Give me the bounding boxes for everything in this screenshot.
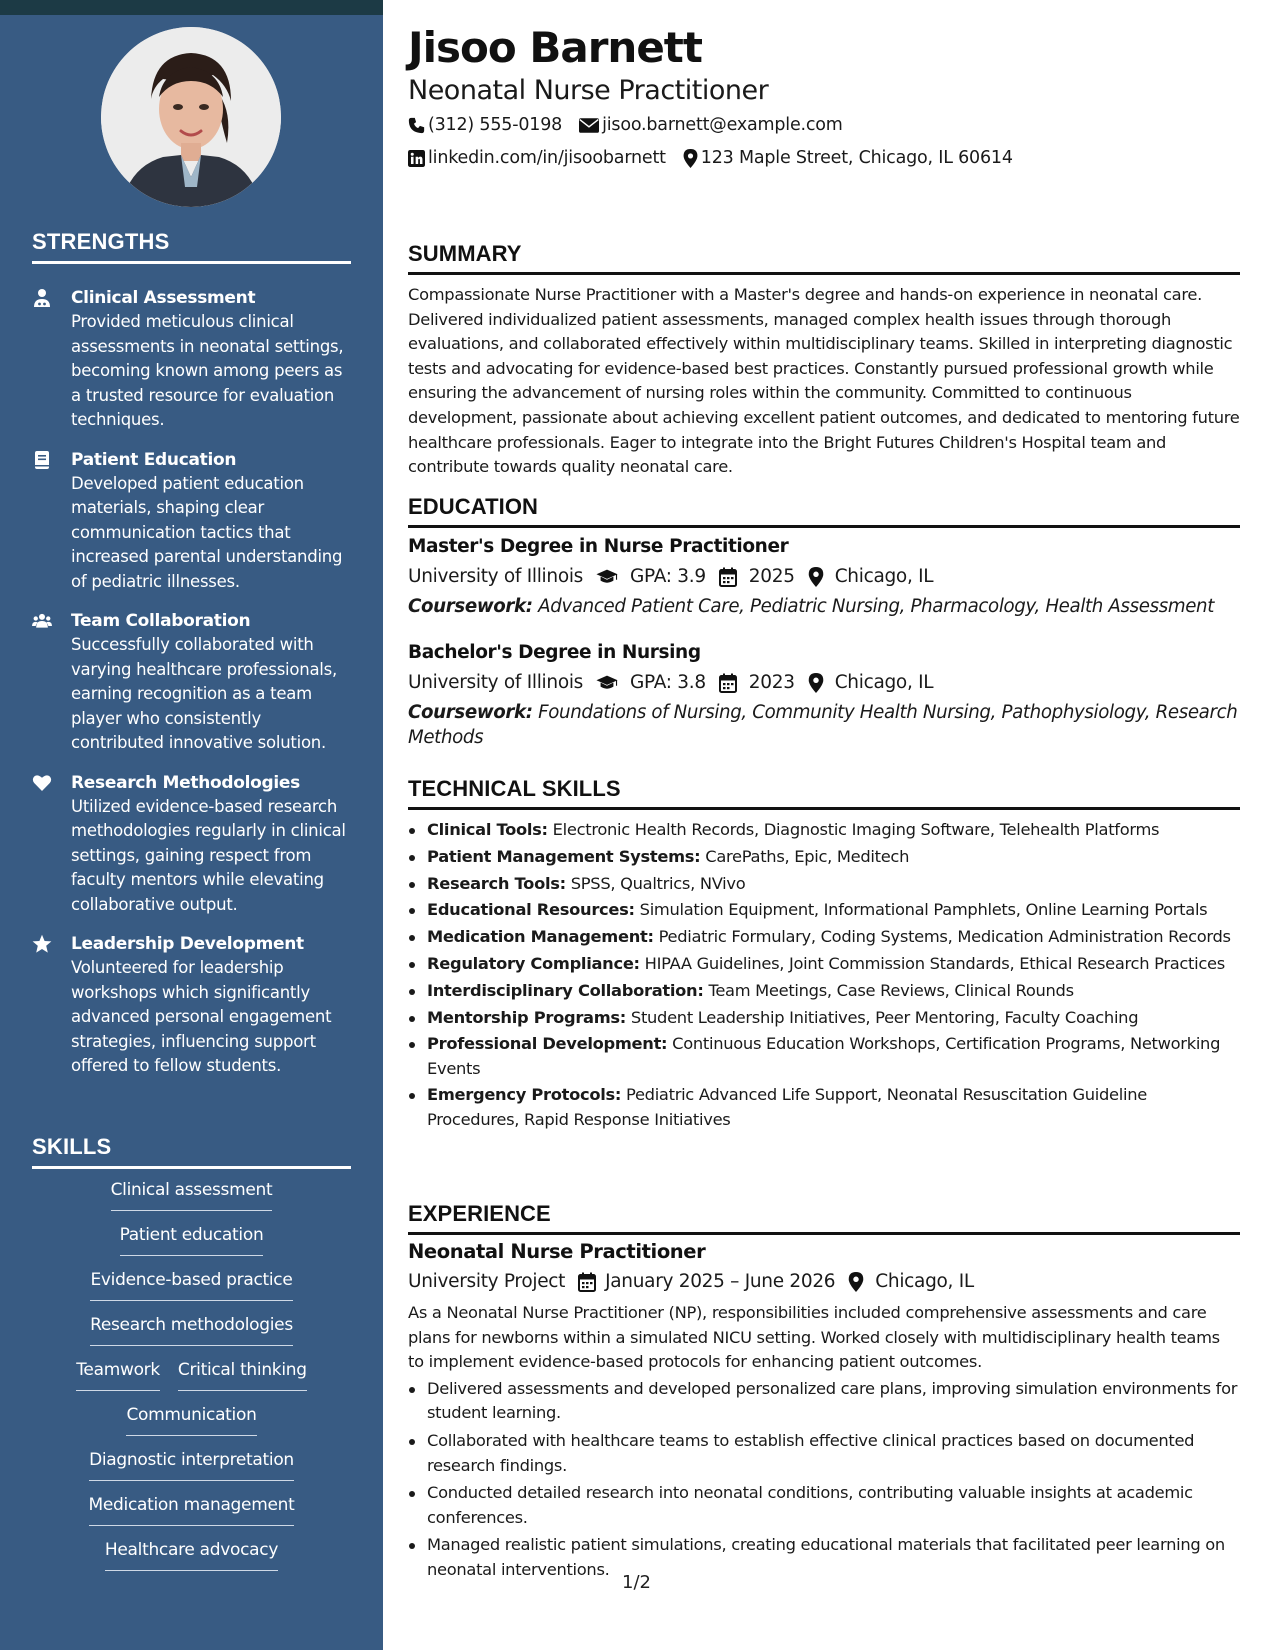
envelope-icon	[579, 117, 599, 134]
skill-tag: Communication	[126, 1405, 256, 1436]
email-text: jisoo.barnett@example.com	[602, 115, 843, 135]
heart-icon	[32, 771, 71, 918]
skill-tag: Teamwork	[76, 1360, 160, 1391]
strength-item	[32, 448, 352, 595]
contact-row	[408, 114, 860, 136]
experience-title: Neonatal Nurse Practitioner	[408, 1240, 706, 1263]
gpa: GPA: 3.9	[596, 562, 706, 592]
calendar-icon	[719, 567, 737, 587]
degree-title: Master's Degree in Nurse Practitioner	[408, 536, 789, 557]
list-item: Conducted detailed research into neonatal conditions, contributing valuable insights at academic conferences.	[408, 1481, 1240, 1530]
page-number: 1/2	[622, 1572, 651, 1593]
skill-tag: Healthcare advocacy	[105, 1540, 278, 1571]
skill-tag: Diagnostic interpretation	[89, 1450, 294, 1481]
map-marker-icon	[808, 673, 824, 693]
users-icon	[32, 609, 71, 756]
strength-item	[32, 609, 352, 756]
list-item: Research Tools: SPSS, Qualtrics, NVivo	[408, 872, 1240, 896]
experience-entry	[408, 1239, 1240, 1586]
strengths-heading: STRENGTHS	[32, 229, 351, 264]
list-item: Collaborated with healthcare teams to establish effective clinical practices based on documented research findings.	[408, 1429, 1240, 1478]
skill-tag: Patient education	[120, 1225, 264, 1256]
organization: University Project	[408, 1271, 566, 1292]
strength-title: Clinical Assessment	[71, 288, 256, 308]
experience-description: As a Neonatal Nurse Practitioner (NP), responsibilities included comprehensive assessments and care plans for newborns within a simulated NICU setting. Worked closely with multidisciplinary health teams to implement evidence-based protocols for enhancing patient outcomes.	[408, 1303, 1220, 1372]
education-location: Chicago, IL	[808, 668, 934, 698]
list-item: Patient Management Systems: CarePaths, Epic, Meditech	[408, 845, 1240, 869]
list-item: Interdisciplinary Collaboration: Team Meetings, Case Reviews, Clinical Rounds	[408, 979, 1240, 1003]
strength-item	[32, 771, 352, 918]
map-marker-icon	[808, 567, 824, 587]
map-marker-icon	[848, 1272, 864, 1292]
strength-title: Patient Education	[71, 449, 237, 470]
summary-text: Compassionate Nurse Practitioner with a Master's degree and hands-on experience in neonatal care. Delivered individualized patient assessments, managed complex health issues through thorough evaluations, and collaborated effectively within multidisciplinary teams. Skilled in interpreting diagnostic tests and advocating for evidence-based best practices. Constantly pursued professional growth while ensuring the advancement of nursing roles within the community. Committed to continuous development, passionate about achieving excellent patient outcomes, and dedicated to mentoring future healthcare professionals. Eager to integrate into the Bright Futures Children's Hospital team and contribute towards quality neonatal care.	[408, 285, 1240, 477]
calendar-icon	[578, 1272, 596, 1292]
map-marker-icon	[683, 149, 698, 168]
phone-icon	[408, 117, 425, 134]
skill-tag: Medication management	[89, 1495, 295, 1526]
education-entry	[408, 640, 1240, 750]
school-name: University of Illinois	[408, 672, 584, 693]
list-item: Regulatory Compliance: HIPAA Guidelines, Joint Commission Standards, Ethical Research Practices	[408, 952, 1240, 976]
contact-address	[683, 147, 1013, 169]
school-name: University of Illinois	[408, 566, 584, 587]
skills-heading: SKILLS	[32, 1134, 351, 1169]
strength-description: Successfully collaborated with varying healthcare professionals, earning recognition as a team player who consistently contributed innovative solution.	[71, 635, 337, 752]
strength-title: Research Methodologies	[71, 772, 300, 793]
education-entry	[408, 534, 1240, 619]
skill-tag: Evidence-based practice	[90, 1270, 292, 1301]
coursework: Coursework: Foundations of Nursing, Community Health Nursing, Pathophysiology, Research Methods	[408, 702, 1238, 748]
strength-description: Volunteered for leadership workshops which significantly advanced personal engagement strategies, influencing support offered to fellow students.	[71, 958, 332, 1075]
strength-title: Leadership Development	[71, 934, 304, 954]
list-item: Professional Development: Continuous Education Workshops, Certification Programs, Networking Events	[408, 1032, 1240, 1080]
graduation-cap-icon	[596, 567, 618, 587]
phone-text: (312) 555-0198	[428, 115, 563, 135]
gpa: GPA: 3.8	[596, 668, 706, 698]
strength-description: Developed patient education materials, shaping clear communication tactics that increased parental understanding of pediatric illnesses.	[71, 473, 343, 591]
skill-tag: Research methodologies	[90, 1315, 293, 1346]
profile-photo	[101, 27, 281, 207]
education-location: Chicago, IL	[808, 562, 934, 592]
strength-description: Utilized evidence-based research methodologies regularly in clinical settings, gaining respect from faculty mentors while elevating collaborative output.	[71, 796, 346, 914]
education-heading: EDUCATION	[408, 494, 1240, 528]
graduation-year: 2025	[719, 562, 795, 592]
book-icon	[32, 448, 71, 595]
graduation-year: 2023	[719, 668, 795, 698]
user-doctor-icon	[32, 286, 71, 433]
sidebar	[0, 0, 383, 1650]
job-title: Neonatal Nurse Practitioner	[408, 75, 769, 106]
education-meta	[408, 668, 1240, 698]
contact-phone	[408, 114, 562, 136]
list-item: Medication Management: Pediatric Formulary, Coding Systems, Medication Administration Records	[408, 925, 1240, 949]
experience-heading: EXPERIENCE	[408, 1201, 1240, 1235]
list-item: Mentorship Programs: Student Leadership Initiatives, Peer Mentoring, Faculty Coaching	[408, 1006, 1240, 1030]
list-item: Emergency Protocols: Pediatric Advanced Life Support, Neonatal Resuscitation Guideline Procedures, Rapid Response Initiatives	[408, 1083, 1240, 1131]
coursework: Coursework: Advanced Patient Care, Pediatric Nursing, Pharmacology, Health Assessment	[408, 596, 1215, 617]
experience-dates: January 2025 – June 2026	[578, 1267, 835, 1297]
sidebar-top-bar	[0, 0, 383, 15]
skill-tag: Critical thinking	[178, 1360, 307, 1391]
strength-item	[32, 932, 352, 1079]
skill-tag: Clinical assessment	[111, 1180, 273, 1211]
linkedin-text: linkedin.com/in/jisoobarnett	[428, 148, 666, 168]
star-icon	[32, 932, 71, 1079]
degree-title: Bachelor's Degree in Nursing	[408, 642, 701, 663]
contact-linkedin	[408, 147, 666, 169]
experience-location: Chicago, IL	[848, 1267, 974, 1297]
candidate-name: Jisoo Barnett	[408, 23, 702, 72]
list-item: Delivered assessments and developed personalized care plans, improving simulation environments for student learning.	[408, 1377, 1240, 1426]
strength-title: Team Collaboration	[71, 611, 251, 631]
address-text: 123 Maple Street, Chicago, IL 60614	[700, 148, 1013, 168]
list-item: Managed realistic patient simulations, creating educational materials that facilitated peer learning on neonatal interventions.	[408, 1533, 1240, 1582]
contact-email	[579, 114, 843, 136]
skills-list	[32, 1180, 351, 1585]
list-item: Clinical Tools: Electronic Health Records, Diagnostic Imaging Software, Telehealth Platforms	[408, 818, 1240, 842]
experience-meta	[408, 1267, 1240, 1297]
strength-description: Provided meticulous clinical assessments in neonatal settings, becoming known among peers as a trusted resource for evaluation techniques.	[71, 312, 344, 429]
technical-skills-list	[408, 818, 1240, 1134]
education-meta	[408, 562, 1240, 592]
calendar-icon	[719, 673, 737, 693]
linkedin-icon	[408, 150, 425, 167]
graduation-cap-icon	[596, 673, 618, 693]
summary-heading: SUMMARY	[408, 241, 1240, 275]
strength-item	[32, 286, 352, 433]
technical-skills-heading: TECHNICAL SKILLS	[408, 776, 1240, 810]
experience-bullets	[408, 1377, 1240, 1583]
contact-row	[408, 147, 1030, 169]
list-item: Educational Resources: Simulation Equipment, Informational Pamphlets, Online Learning Portals	[408, 898, 1240, 922]
strengths-list	[32, 286, 352, 1094]
